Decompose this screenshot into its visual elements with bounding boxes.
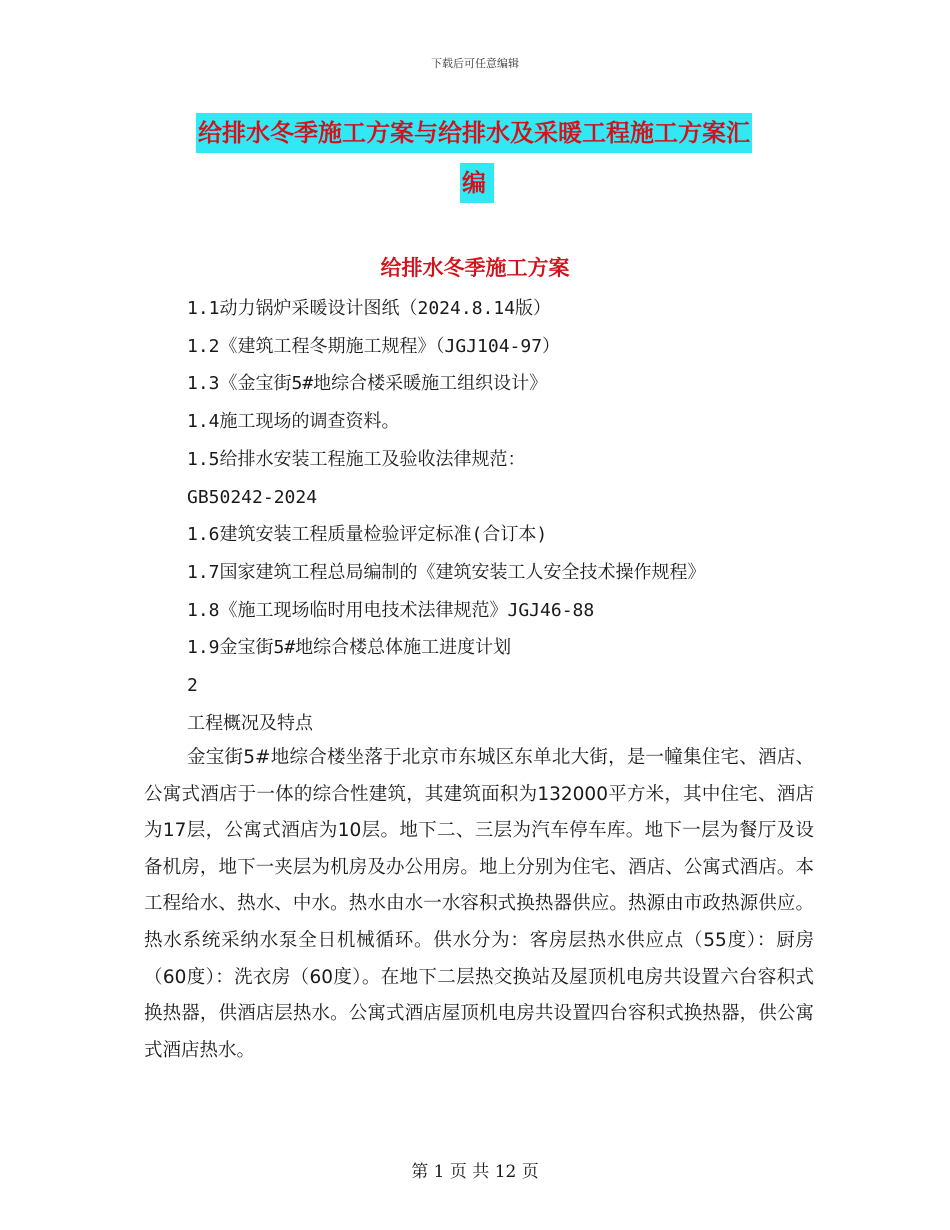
- list-item: 2: [187, 675, 198, 697]
- list-item: 1.9金宝街5#地综合楼总体施工进度计划: [187, 637, 512, 659]
- section-title: 给排水冬季施工方案: [380, 256, 570, 280]
- list-item: 1.6建筑安装工程质量检验评定标准(合订本): [187, 524, 548, 546]
- list-item: GB50242-2024: [187, 486, 318, 508]
- list-item: 1.2《建筑工程冬期施工规程》（JGJ104-97）: [187, 335, 561, 357]
- page-header: 下载后可任意编辑: [431, 57, 519, 70]
- project-overview-paragraph: 金宝街5#地综合楼坐落于北京市东城区东单北大街，是一幢集住宅、酒店、公寓式酒店于一体的综合性建筑，其建筑面积为132000平方米，其中住宅、酒店为17层，公寓式酒店为10层。地下二、三层为汽车停车库。地下一层为餐厅及设备机房，地下一夹层为机房及办公用房。地上分别为住宅、酒店、公寓式酒店。本工程给水、热水、中水。热水由水一水容积式换热器供应。热源由市政热源供应。热水系统采纳水泵全日机械循环。供水分为：客房层热水供应点（55度）：厨房（60度）：洗衣房（60度）。在地下二层热交换站及屋顶机电房共设置六台容积式换热器，供酒店层热水。公寓式酒店屋顶机电房共设置四台容积式换热器，供公寓式酒店热水。: [144, 747, 814, 1061]
- title-line-1: 给排水冬季施工方案与给排水及采暖工程施工方案汇: [196, 113, 752, 153]
- reference-list: [187, 290, 706, 742]
- list-item: 1.5给排水安装工程施工及验收法律规范：: [187, 448, 526, 470]
- list-item: 1.1动力锅炉采暖设计图纸（2024.8.14版）: [187, 298, 552, 319]
- document-title: [196, 113, 752, 203]
- list-item: 1.4施工现场的调查资料。: [187, 411, 400, 433]
- list-item: 1.7国家建筑工程总局编制的《建筑安装工人安全技术操作规程》: [187, 561, 706, 583]
- list-item: 1.3《金宝街5#地综合楼采暖施工组织设计》: [187, 373, 548, 395]
- page-footer: 第 1 页 共 12 页: [411, 1162, 539, 1182]
- list-item: 工程概况及特点: [187, 712, 313, 734]
- list-item: 1.8《施工现场临时用电技术法律规范》JGJ46-88: [187, 599, 595, 621]
- title-line-2: 编: [460, 163, 494, 203]
